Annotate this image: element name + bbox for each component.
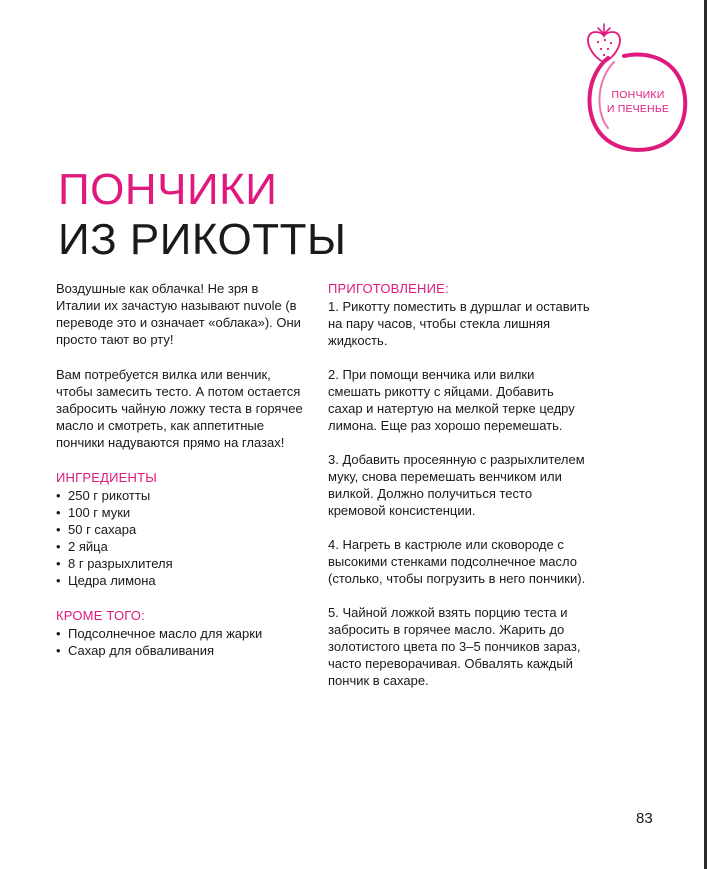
recipe-title (58, 165, 347, 264)
extra-heading: КРОМЕ ТОГО: (56, 608, 145, 623)
page-number: 83 (636, 810, 653, 827)
ingredient-item: • 50 г сахара (56, 521, 306, 538)
extra-item: • Сахар для обваливания (56, 642, 306, 659)
ingredients-heading: ИНГРЕДИЕНТЫ (56, 470, 157, 485)
ingredient-item: • 250 г рикотты (56, 487, 306, 504)
left-column (56, 280, 306, 677)
badge-line-1: ПОНЧИКИ (611, 89, 665, 101)
right-column (328, 280, 590, 706)
strawberry-icon (588, 24, 620, 62)
title-line-2: ИЗ РИКОТТЫ (58, 215, 347, 264)
intro-paragraph: Воздушные как облачка! Не зря в Италии их зачастую называют nuvole (в переводе это и означает «облака»). Они просто тают во рту! (56, 281, 301, 347)
ingredient-item: • 100 г муки (56, 504, 306, 521)
preparation-heading: ПРИГОТОВЛЕНИЕ: (328, 281, 449, 296)
extra-item: • Подсолнечное масло для жарки (56, 625, 306, 642)
preparation-step: 5. Чайной ложкой взять порцию теста и забросить в горячее масло. Жарить до золотистого цвета по 3–5 пончиков зараз, часто переворачивая. Обвалять каждый пончик в сахаре. (328, 605, 581, 688)
title-line-1: ПОНЧИКИ (58, 165, 278, 214)
intro-paragraph: Вам потребуется вилка или венчик, чтобы замесить тесто. А потом остается забросить чайную ложку теста в горячее масло и смотреть, как аппетитные пончики надуваются прямо на глазах! (56, 367, 303, 450)
ingredients-list (56, 487, 306, 589)
ingredient-item: • Цедра лимона (56, 572, 306, 589)
preparation-step: 1. Рикотту поместить в дуршлаг и оставить на пару часов, чтобы стекла лишняя жидкость. (328, 299, 590, 348)
ingredient-item: • 8 г разрыхлителя (56, 555, 306, 572)
section-badge (578, 18, 690, 158)
ingredient-item: • 2 яйца (56, 538, 306, 555)
badge-line-2: И ПЕЧЕНЬЕ (606, 103, 670, 115)
preparation-step: 4. Нагреть в кастрюле или сковороде с высокими стенками подсолнечное масло (столько, чтобы погрузить в него пончики). (328, 537, 586, 586)
preparation-step: 2. При помощи венчика или вилки смешать рикотту с яйцами. Добавить сахар и натертую на мелкой терке цедру лимона. Еще раз хорошо перемешать. (328, 367, 575, 433)
extra-list (56, 625, 306, 659)
preparation-step: 3. Добавить просеянную с разрыхлителем муку, снова перемешать венчиком или вилкой. Должно получиться тесто кремовой консистенции. (328, 452, 585, 518)
